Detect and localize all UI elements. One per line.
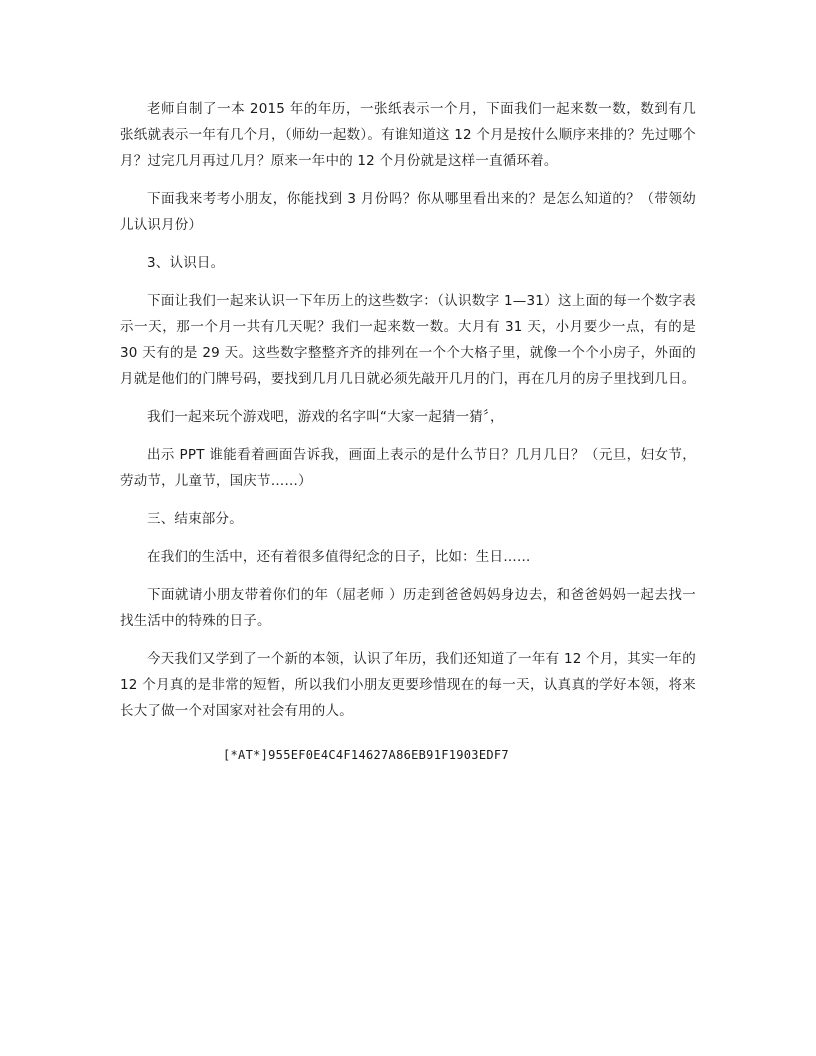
paragraph-summary: 今天我们又学到了一个新的本领，认识了年历，我们还知道了一年有 12 个月，其实一年的 12 个月真的是非常的短暂，所以我们小朋友更要珍惜现在的每一天，认真真的学好本领，将来长大了做一个对国家对社会有用的人。	[120, 651, 696, 719]
paragraph-game-intro: 我们一起来玩个游戏吧，游戏的名字叫“大家一起猜一猜〞，	[147, 409, 504, 425]
document-body	[120, 96, 696, 724]
paragraph-find-special-days: 下面就请小朋友带着你们的年（屈老师 ）历走到爸爸妈妈身边去，和爸爸妈妈一起去找一找生活中的特殊的日子。	[120, 587, 696, 629]
footer-code: [*AT*]955EF0E4C4F14627A86EB91F1903EDF7	[223, 748, 509, 762]
paragraph-find-march: 下面我来考考小朋友，你能找到 3 月份吗？你从哪里看出来的？是怎么知道的？（带领幼儿认识月份）	[120, 191, 696, 233]
paragraph-calendar-months: 老师自制了一本 2015 年的年历，一张纸表示一个月，下面我们一起来数一数，数到有几张纸就表示一年有几个月，（师幼一起数）。有谁知道这 12 个月是按什么顺序来排的？先过哪个月？过完几月再过几月？原来一年中的 12 个月份就是这样一直循环着。	[120, 101, 696, 169]
paragraph-numbers: 下面让我们一起来认识一下年历上的这些数字：（认识数字 1—31）这上面的每一个数字表示一天，那一个月一共有几天呢？我们一起来数一数。大月有 31 天，小月要少一点，有的是 30 天有的是 29 天。这些数字整整齐齐的排列在一个个大格子里，就像一个个小房子，外面的月就是他们的门牌号码，要找到几月几日就必须先敲开几月的门，再在几月的房子里找到几日。	[120, 293, 696, 387]
heading-conclusion: 三、结束部分。	[147, 511, 243, 527]
paragraph-ppt-festivals: 出示 PPT 谁能看着画面告诉我，画面上表示的是什么节日？几月几日？（元旦，妇女节，劳动节，儿童节，国庆节……）	[120, 447, 696, 489]
paragraph-memorable-days: 在我们的生活中，还有着很多值得纪念的日子，比如：生日……	[147, 549, 531, 565]
heading-recognize-days: 3、认识日。	[147, 255, 225, 271]
